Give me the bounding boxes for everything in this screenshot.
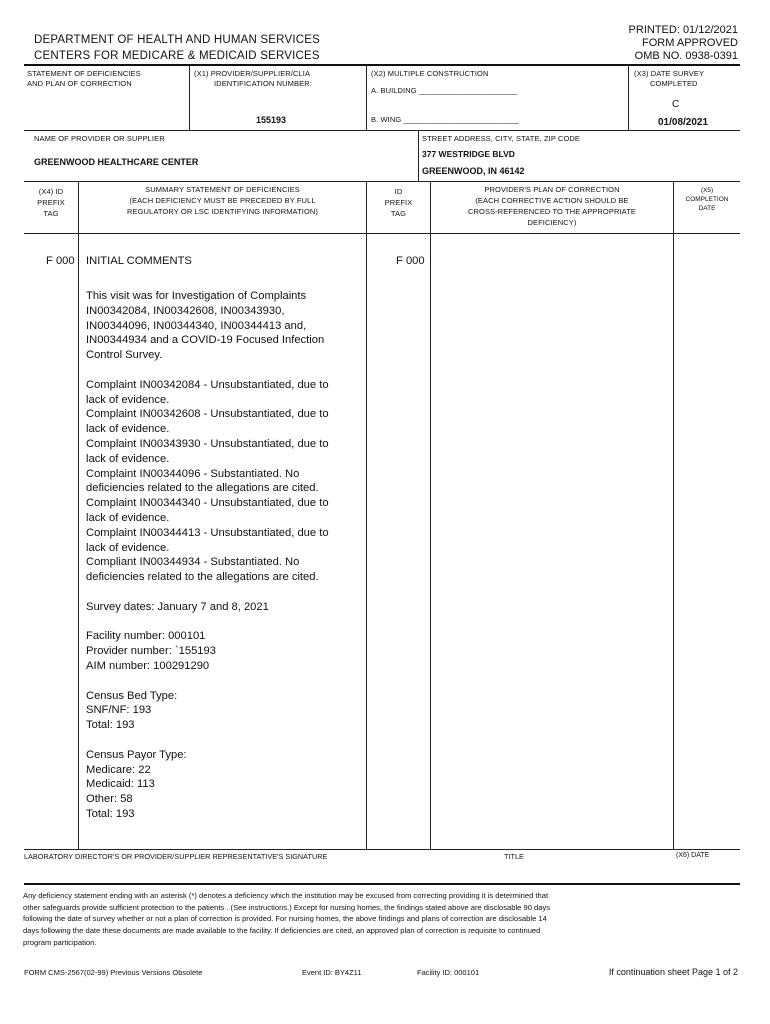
right-prefix-tag: F 000 bbox=[396, 255, 425, 267]
x3-label: (X3) DATE SURVEY bbox=[634, 69, 705, 78]
x4-header: TAG bbox=[43, 209, 59, 218]
comment-line: This visit was for Investigation of Complaints bbox=[86, 290, 307, 302]
comment-paragraph bbox=[86, 689, 346, 733]
grid-line bbox=[24, 181, 740, 182]
comment-line: IN00344096, IN00344340, IN00344413 and, bbox=[86, 319, 307, 332]
comment-line: lack of evidence. bbox=[86, 541, 170, 554]
disclaimer-line: following the date of survey whether or not a plan of correction is provided. For nursing homes, the above findings and plans of correction are disclosable 14 bbox=[23, 914, 547, 924]
street-address: 377 WESTRIDGE BLVD bbox=[422, 149, 515, 159]
top-border bbox=[24, 64, 740, 66]
summary-header: SUMMARY STATEMENT OF DEFICIENCIES bbox=[145, 185, 300, 194]
plan-header: (EACH CORRECTIVE ACTION SHOULD BE bbox=[475, 196, 629, 205]
x5-header: DATE bbox=[698, 205, 716, 212]
comment-paragraph bbox=[86, 378, 346, 585]
comment-line: Facility number: 000101 bbox=[86, 630, 206, 643]
form-approved: FORM APPROVED bbox=[642, 37, 738, 49]
x4-header: (X4) ID bbox=[38, 187, 64, 196]
grid-line bbox=[366, 65, 367, 130]
deficiency-text bbox=[86, 289, 346, 836]
id-header: TAG bbox=[390, 209, 407, 218]
signature-label: LABORATORY DIRECTOR'S OR PROVIDER/SUPPLIER REPRESENTATIVE'S SIGNATURE bbox=[24, 852, 328, 861]
comment-line: deficiencies related to the allegations are cited. bbox=[86, 482, 319, 495]
comment-line: Provider number: `155193 bbox=[86, 645, 216, 658]
comment-paragraph bbox=[86, 600, 346, 615]
comment-line: IN00344934 and a COVID-19 Focused Infection bbox=[86, 334, 325, 347]
x3-label: COMPLETED bbox=[650, 79, 698, 88]
comment-line: Medicare: 22 bbox=[86, 763, 151, 776]
disclaimer-line: Any deficiency statement ending with an asterisk (*) denotes a deficiency which the institution may be excused from correcting providing it is determined that bbox=[23, 891, 549, 900]
column-divider bbox=[673, 182, 674, 849]
x5-header: COMPLETION bbox=[685, 196, 729, 203]
city-state-zip: GREENWOOD, IN 46142 bbox=[422, 166, 525, 176]
survey-completed-date: 01/08/2021 bbox=[658, 117, 709, 128]
id-header: PREFIX bbox=[384, 198, 413, 207]
grid-line bbox=[24, 233, 740, 234]
title-label: TITLE bbox=[504, 852, 524, 861]
comment-line: Complaint IN00342608 - Unsubstantiated, due to bbox=[86, 408, 329, 421]
provider-name-label: NAME OF PROVIDER OR SUPPLIER bbox=[34, 134, 165, 143]
column-divider bbox=[78, 182, 79, 849]
form-number: FORM CMS-2567(02-99) Previous Versions Obsolete bbox=[24, 968, 203, 977]
survey-code: C bbox=[672, 99, 680, 110]
grid-line bbox=[628, 65, 629, 130]
x4-header: PREFIX bbox=[37, 198, 65, 207]
column-divider bbox=[366, 182, 367, 849]
building-field: A. BUILDING _______________________ bbox=[371, 86, 518, 95]
comment-line: AIM number: 100291290 bbox=[86, 659, 210, 672]
comment-line: lack of evidence. bbox=[86, 511, 170, 524]
department-title: DEPARTMENT OF HEALTH AND HUMAN SERVICES bbox=[34, 34, 320, 46]
comment-line: Complaint IN00342084 - Unsubstantiated, due to bbox=[86, 378, 329, 391]
comment-line: Control Survey. bbox=[86, 349, 163, 362]
signature-bottom-border bbox=[24, 883, 740, 885]
x5-header: (X5) bbox=[700, 187, 714, 194]
summary-header: (EACH DEFICIENCY MUST BE PRECEDED BY FULL bbox=[129, 196, 316, 205]
disclaimer-line: other safeguards provide sufficient protection to the patients . (See instructions.) Except for nursing homes, the findings stated above are disclosable 90 days bbox=[23, 902, 551, 912]
comment-line: Complaint IN00343930 - Unsubstantiated, due to bbox=[86, 437, 329, 450]
omb-number: OMB NO. 0938-0391 bbox=[634, 50, 738, 62]
column-divider bbox=[430, 182, 431, 849]
plan-header: DEFICIENCY) bbox=[527, 218, 577, 227]
x1-label: IDENTIFICATION NUMBER: bbox=[214, 79, 312, 88]
comment-line: deficiencies related to the allegations are cited. bbox=[86, 571, 319, 584]
comment-paragraph bbox=[86, 289, 346, 363]
event-id: Event ID: BY4Z11 bbox=[302, 968, 362, 977]
comment-line: Census Bed Type: bbox=[86, 689, 178, 702]
comment-line: Census Payor Type: bbox=[86, 748, 187, 761]
date-label: (X6) DATE bbox=[676, 852, 710, 859]
comment-line: Complaint IN00344096 - Substantiated. No bbox=[86, 467, 300, 480]
agency-title: CENTERS FOR MEDICARE & MEDICAID SERVICES bbox=[34, 50, 320, 62]
x1-label: (X1) PROVIDER/SUPPLIER/CLIA bbox=[194, 69, 311, 78]
plan-header: PROVIDER'S PLAN OF CORRECTION bbox=[484, 185, 620, 194]
provider-name: GREENWOOD HEALTHCARE CENTER bbox=[34, 157, 199, 167]
comment-line: lack of evidence. bbox=[86, 423, 170, 436]
comment-line: Total: 193 bbox=[86, 719, 135, 732]
comment-line: Compliant IN00344934 - Substantiated. No bbox=[86, 556, 300, 569]
comment-line: Total: 193 bbox=[86, 807, 135, 820]
comment-paragraph bbox=[86, 748, 346, 822]
comment-line: Complaint IN00344413 - Unsubstantiated, due to bbox=[86, 526, 329, 539]
street-label: STREET ADDRESS, CITY, STATE, ZIP CODE bbox=[422, 134, 581, 143]
comment-line: Medicaid: 113 bbox=[86, 778, 155, 791]
statement-label: STATEMENT OF DEFICIENCIES bbox=[27, 69, 141, 78]
wing-field: B. WING ___________________________ bbox=[371, 115, 519, 124]
x2-label: (X2) MULTIPLE CONSTRUCTION bbox=[371, 69, 489, 78]
page-indicator: If continuation sheet Page 1 of 2 bbox=[608, 967, 738, 977]
provider-id-number: 155193 bbox=[256, 115, 287, 125]
grid-line bbox=[418, 131, 419, 181]
id-header: ID bbox=[394, 187, 403, 196]
comment-line: SNF/NF: 193 bbox=[86, 704, 152, 717]
disclaimer-text bbox=[23, 890, 683, 949]
comment-line: IN00342084, IN00342608, IN00343930, bbox=[86, 304, 285, 317]
comment-line: lack of evidence. bbox=[86, 452, 170, 465]
comment-line: Complaint IN00344340 - Unsubstantiated, due to bbox=[86, 497, 329, 510]
disclaimer-line: days following the date these documents are made available to the facility. If deficiencies are cited, an approved plan of correction is requisite to continued bbox=[23, 926, 541, 936]
section-title: INITIAL COMMENTS bbox=[86, 255, 192, 267]
facility-id: Facility ID: 000101 bbox=[417, 968, 480, 977]
comment-paragraph bbox=[86, 629, 346, 673]
comment-line: Other: 58 bbox=[86, 793, 133, 806]
plan-header: CROSS-REFERENCED TO THE APPROPRIATE bbox=[468, 207, 636, 216]
summary-header: REGULATORY OR LSC IDENTIFYING INFORMATION) bbox=[126, 207, 319, 216]
left-prefix-tag: F 000 bbox=[46, 255, 75, 267]
grid-line bbox=[24, 130, 740, 131]
comment-line: Survey dates: January 7 and 8, 2021 bbox=[86, 600, 269, 613]
disclaimer-line: program participation. bbox=[23, 937, 97, 947]
grid-line bbox=[189, 65, 190, 130]
signature-line bbox=[24, 849, 740, 850]
statement-label: AND PLAN OF CORRECTION bbox=[27, 79, 132, 88]
printed-date: PRINTED: 01/12/2021 bbox=[628, 24, 738, 36]
comment-line: lack of evidence. bbox=[86, 393, 170, 406]
